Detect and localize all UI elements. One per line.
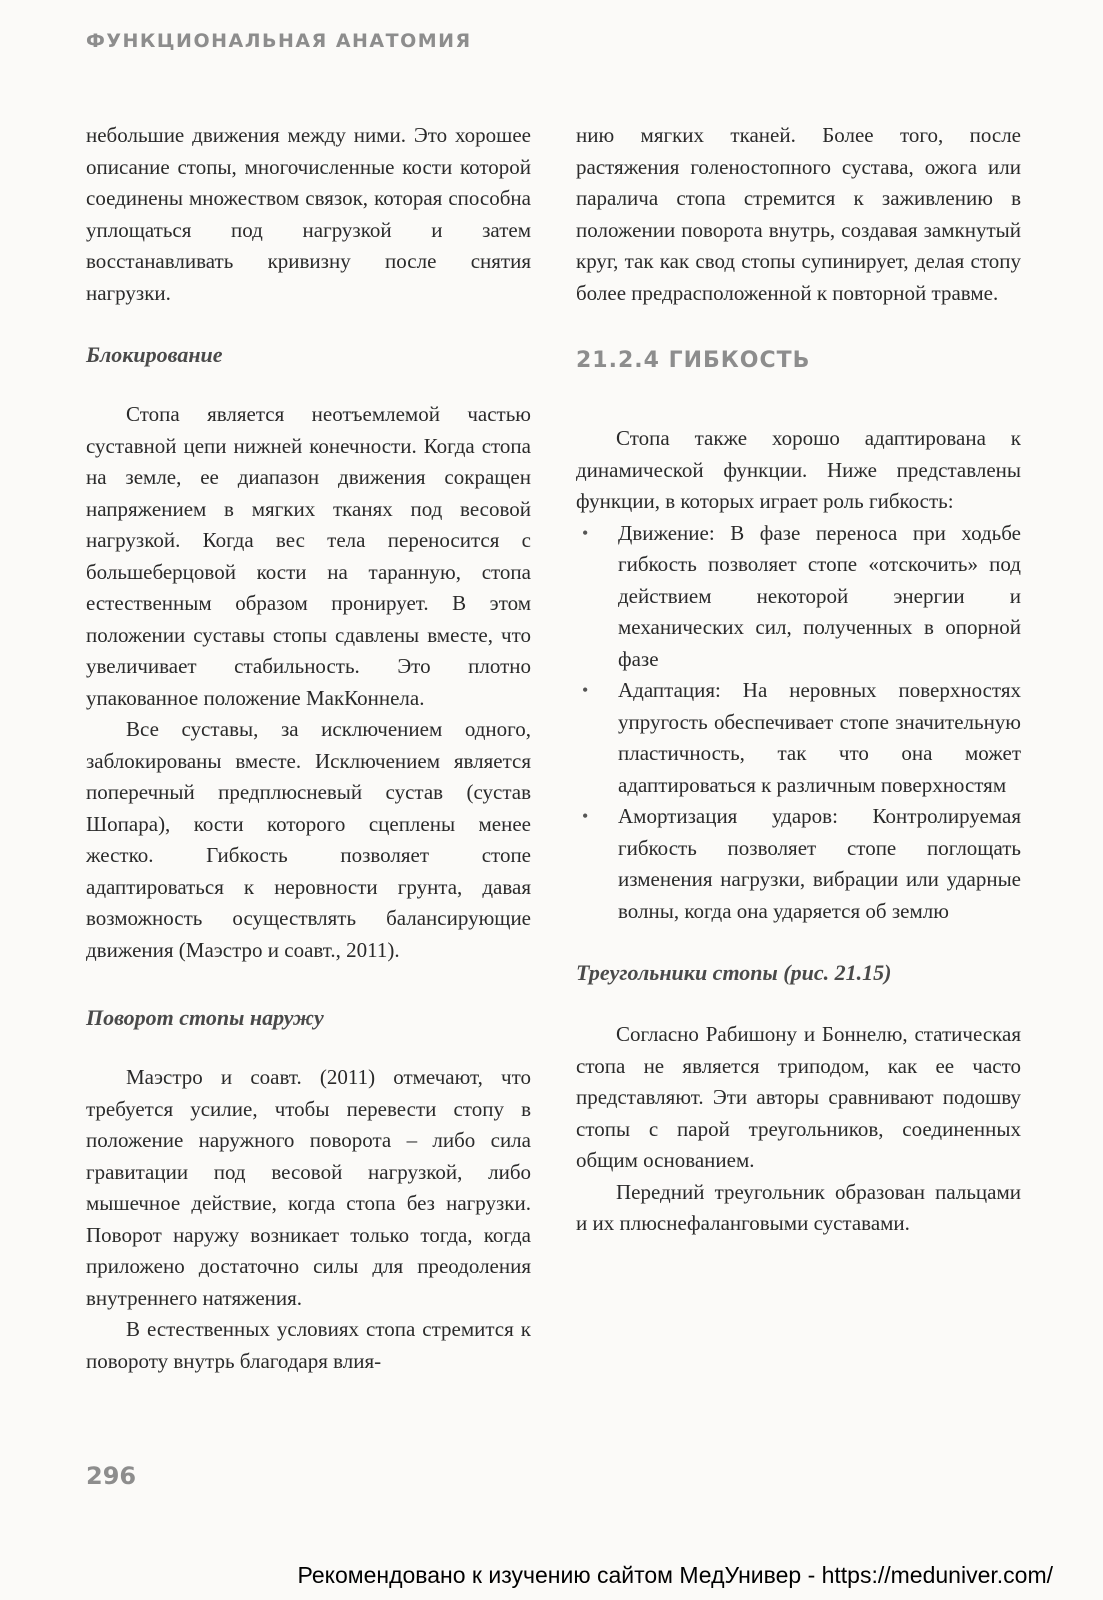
- subheading-eversion: Поворот стопы наружу: [86, 1005, 324, 1030]
- bullet-list: [576, 518, 1021, 928]
- list-item: [582, 801, 1021, 927]
- subheading-triangles: Треугольники стопы (рис. 21.15): [576, 960, 892, 985]
- bullet-icon: •: [582, 680, 589, 700]
- paragraph: В естественных условиях стопа стремится к повороту внутрь благодаря влия-: [86, 1317, 531, 1373]
- paragraph: Стопа является неотъемлемой частью суставной цепи нижней конечности. Когда стопа на земле, ее диапазон движения сокращен напряжением в мягких тканях под весовой нагрузкой. Когда вес тела переносится с большеберцовой кости на таранную, стопа естественным образом пронирует. В этом положении суставы стопы сдавлены вместе, что увеличивает стабильность. Это плотно упакованное положение МакКоннела.: [86, 402, 531, 710]
- running-head: ФУНКЦИОНАЛЬНАЯ АНАТОМИЯ: [86, 30, 472, 52]
- section-heading-flexibility: 21.2.4 ГИБКОСТЬ: [576, 348, 811, 373]
- paragraph: нию мягких тканей. Более того, после растяжения голеностопного сустава, ожога или паралича стопа стремится к заживлению в положении поворота внутрь, создавая замкнутый круг, так как свод стопы супинирует, делая стопу более предрасположенной к повторной травме.: [576, 123, 1021, 305]
- subheading-blocking: Блокирование: [86, 342, 223, 367]
- paragraph: небольшие движения между ними. Это хорошее описание стопы, многочисленные кости которой соединены множеством связок, которая способна уплощаться под нагрузкой и затем восстанавливать кривизну после снятия нагрузки.: [86, 123, 531, 305]
- bullet-icon: •: [582, 522, 589, 543]
- list-item: [582, 675, 1021, 801]
- page-number: 296: [86, 1462, 137, 1490]
- list-item: [582, 518, 1021, 676]
- paragraph: Стопа также хорошо адаптирована к динамической функции. Ниже представлены функции, в которых играет роль гибкость:: [576, 426, 1021, 513]
- paragraph: Передний треугольник образован пальцами и их плюснефаланговыми суставами.: [576, 1179, 1021, 1235]
- footer-link[interactable]: Рекомендовано к изучению сайтом МедУнивер - https://meduniver.com/: [297, 1562, 1053, 1588]
- left-column: [86, 120, 531, 1377]
- paragraph: Согласно Рабишону и Боннелю, статическая стопа не является триподом, как ее часто представляют. Эти авторы сравнивают подошву стопы с парой треугольников, соединенных общим основанием.: [576, 1022, 1021, 1172]
- list-item-text: Амортизация ударов: Контролируемая гибкость позволяет стопе поглощать изменения нагрузки, вибрации или ударные волны, когда она ударяется об землю: [618, 804, 1021, 923]
- list-item-text: Адаптация: На неровных поверхностях упругость обеспечивает стопе значительную пластичность, так что она может адаптироваться к различным поверхностям: [618, 678, 1021, 797]
- right-column: [576, 120, 1021, 1240]
- paragraph: Все суставы, за исключением одного, заблокированы вместе. Исключением является поперечный предплюсневый сустав (сустав Шопара), кости которого сцеплены менее жестко. Гибкость позволяет стопе адаптироваться к неровности грунта, давая возможность осуществлять балансирующие движения (Маэстро и соавт., 2011).: [86, 717, 531, 962]
- list-item-text: Движение: В фазе переноса при ходьбе гибкость позволяет стопе «отскочить» под действием некоторой энергии и механических сил, полученных в опорной фазе: [618, 520, 1021, 671]
- paragraph: Маэстро и соавт. (2011) отмечают, что требуется усилие, чтобы перевести стопу в положение наружного поворота – либо сила гравитации под весовой нагрузкой, либо мышечное действие, когда стопа без нагрузки. Поворот наружу возникает только тогда, когда приложено достаточно силы для преодоления внутреннего натяжения.: [86, 1065, 531, 1310]
- bullet-icon: •: [582, 806, 589, 826]
